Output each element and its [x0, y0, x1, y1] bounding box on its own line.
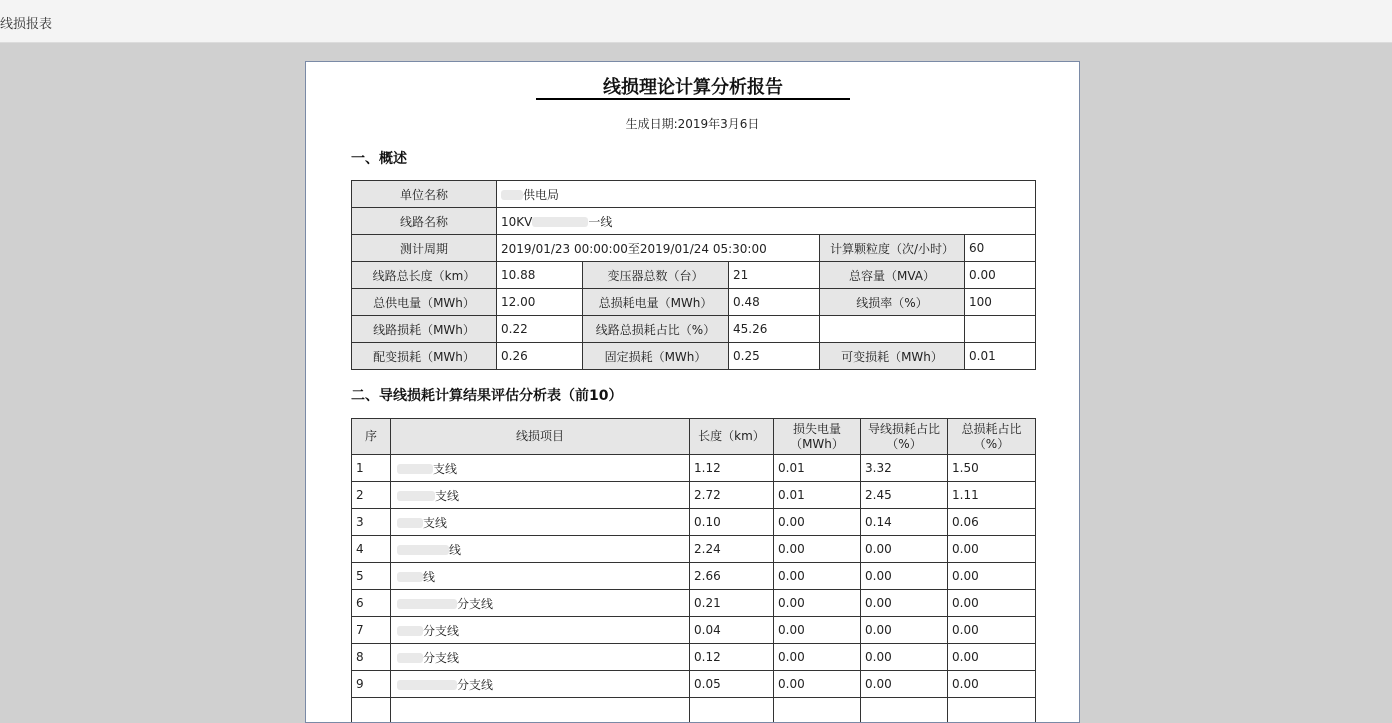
period-value: 2019/01/23 00:00:00至2019/01/24 05:30:00 [497, 235, 820, 262]
cell-total-ratio: 0.00 [948, 644, 1036, 671]
overview-table [351, 180, 1036, 370]
generation-date-value: 2019年3月6日 [678, 117, 760, 131]
granularity-label: 计算颗粒度（次/小时） [820, 235, 965, 262]
fixed-loss-label: 固定损耗（MWh） [583, 343, 729, 370]
empty-cell [965, 316, 1036, 343]
cell-loss: 0.00 [774, 590, 861, 617]
cell-length: 2.66 [690, 563, 774, 590]
cell-item: 分支线 [391, 644, 690, 671]
table-header-row [352, 419, 1036, 455]
redacted-mark [501, 190, 523, 200]
report-page [305, 61, 1080, 723]
cell-loss: 0.00 [774, 644, 861, 671]
line-loss-value: 0.22 [497, 316, 583, 343]
line-loss-label: 线路损耗（MWh） [352, 316, 497, 343]
table-row [352, 316, 1036, 343]
cell-loss: 0.00 [774, 536, 861, 563]
dist-transformer-loss-value: 0.26 [497, 343, 583, 370]
table-row [352, 181, 1036, 208]
cell-item: 支线 [391, 482, 690, 509]
cell-item: 支线 [391, 455, 690, 482]
col-header-loss-energy: 损失电量（MWh） [774, 419, 861, 455]
cell-seq: 5 [352, 563, 391, 590]
table-row [352, 289, 1036, 316]
cell-total-ratio: 0.00 [948, 671, 1036, 698]
col-header-wire-ratio: 导线损耗占比（%） [861, 419, 948, 455]
total-capacity-label: 总容量（MVA） [820, 262, 965, 289]
cell-item: 支线 [391, 509, 690, 536]
table-row [352, 235, 1036, 262]
cell-wire-ratio: 0.00 [861, 536, 948, 563]
total-capacity-value: 0.00 [965, 262, 1036, 289]
cell-seq: 3 [352, 509, 391, 536]
period-label: 测计周期 [352, 235, 497, 262]
cell-item: 线 [391, 563, 690, 590]
cell-item: 分支线 [391, 671, 690, 698]
col-header-seq: 序 [352, 419, 391, 455]
table-row [352, 590, 1036, 617]
cell-item: 线 [391, 536, 690, 563]
table-row [352, 343, 1036, 370]
line-length-value: 10.88 [497, 262, 583, 289]
table-row [352, 208, 1036, 235]
empty-cell [820, 316, 965, 343]
table-row [352, 536, 1036, 563]
table-row [352, 262, 1036, 289]
granularity-value: 60 [965, 235, 1036, 262]
cell-length: 2.24 [690, 536, 774, 563]
col-header-length: 长度（km） [690, 419, 774, 455]
table-row [352, 509, 1036, 536]
cell-seq: 1 [352, 455, 391, 482]
cell-loss: 0.00 [774, 563, 861, 590]
total-supply-value: 12.00 [497, 289, 583, 316]
cell-length [690, 698, 774, 723]
cell-total-ratio: 1.50 [948, 455, 1036, 482]
dist-transformer-loss-label: 配变损耗（MWh） [352, 343, 497, 370]
table-row-partial [352, 698, 1036, 723]
total-loss-label: 总损耗电量（MWh） [583, 289, 729, 316]
cell-total-ratio [948, 698, 1036, 723]
variable-loss-value: 0.01 [965, 343, 1036, 370]
cell-item: 分支线 [391, 617, 690, 644]
transformer-count-label: 变压器总数（台） [583, 262, 729, 289]
cell-seq: 2 [352, 482, 391, 509]
cell-loss: 0.01 [774, 482, 861, 509]
cell-length: 0.05 [690, 671, 774, 698]
loss-rate-value: 100 [965, 289, 1036, 316]
col-header-item: 线损项目 [391, 419, 690, 455]
table-row [352, 482, 1036, 509]
cell-loss: 0.00 [774, 617, 861, 644]
col-header-total-ratio: 总损耗占比（%） [948, 419, 1036, 455]
cell-wire-ratio: 0.00 [861, 590, 948, 617]
loss-rate-label: 线损率（%） [820, 289, 965, 316]
report-title: 线损理论计算分析报告 [536, 78, 850, 100]
cell-item [391, 698, 690, 723]
cell-loss: 0.01 [774, 455, 861, 482]
cell-length: 0.04 [690, 617, 774, 644]
cell-seq: 7 [352, 617, 391, 644]
window-title: 线损报表 [0, 13, 52, 32]
cell-wire-ratio [861, 698, 948, 723]
cell-total-ratio: 0.06 [948, 509, 1036, 536]
cell-wire-ratio: 0.00 [861, 644, 948, 671]
cell-wire-ratio: 0.14 [861, 509, 948, 536]
cell-seq: 4 [352, 536, 391, 563]
cell-total-ratio: 1.11 [948, 482, 1036, 509]
table-row [352, 644, 1036, 671]
line-length-label: 线路总长度（km） [352, 262, 497, 289]
transformer-count-value: 21 [729, 262, 820, 289]
cell-total-ratio: 0.00 [948, 617, 1036, 644]
redacted-mark [532, 217, 588, 227]
cell-loss: 0.00 [774, 671, 861, 698]
unit-name-label: 单位名称 [352, 181, 497, 208]
line-name-value: 10KV 一线 [497, 208, 1036, 235]
cell-loss: 0.00 [774, 509, 861, 536]
total-loss-value: 0.48 [729, 289, 820, 316]
cell-length: 2.72 [690, 482, 774, 509]
fixed-loss-value: 0.25 [729, 343, 820, 370]
cell-length: 0.21 [690, 590, 774, 617]
table-row [352, 455, 1036, 482]
generation-date-label: 生成日期: [626, 117, 678, 131]
cell-seq [352, 698, 391, 723]
cell-total-ratio: 0.00 [948, 536, 1036, 563]
cell-length: 0.10 [690, 509, 774, 536]
cell-seq: 6 [352, 590, 391, 617]
cell-total-ratio: 0.00 [948, 563, 1036, 590]
line-name-label: 线路名称 [352, 208, 497, 235]
cell-wire-ratio: 0.00 [861, 617, 948, 644]
cell-total-ratio: 0.00 [948, 590, 1036, 617]
unit-name-value: 供电局 [497, 181, 1036, 208]
cell-wire-ratio: 2.45 [861, 482, 948, 509]
line-loss-ratio-value: 45.26 [729, 316, 820, 343]
cell-seq: 9 [352, 671, 391, 698]
table-row [352, 671, 1036, 698]
window-titlebar [0, 0, 1392, 43]
section-overview-title: 一、概述 [351, 148, 407, 168]
total-supply-label: 总供电量（MWh） [352, 289, 497, 316]
cell-wire-ratio: 0.00 [861, 563, 948, 590]
cell-length: 1.12 [690, 455, 774, 482]
generation-date [306, 115, 1079, 132]
table-row [352, 617, 1036, 644]
section-wire-loss-title: 二、导线损耗计算结果评估分析表（前10） [351, 385, 622, 405]
wire-loss-table [351, 418, 1036, 723]
cell-wire-ratio: 0.00 [861, 671, 948, 698]
cell-seq: 8 [352, 644, 391, 671]
cell-length: 0.12 [690, 644, 774, 671]
table-row [352, 563, 1036, 590]
cell-loss [774, 698, 861, 723]
variable-loss-label: 可变损耗（MWh） [820, 343, 965, 370]
line-loss-ratio-label: 线路总损耗占比（%） [583, 316, 729, 343]
cell-item: 分支线 [391, 590, 690, 617]
cell-wire-ratio: 3.32 [861, 455, 948, 482]
